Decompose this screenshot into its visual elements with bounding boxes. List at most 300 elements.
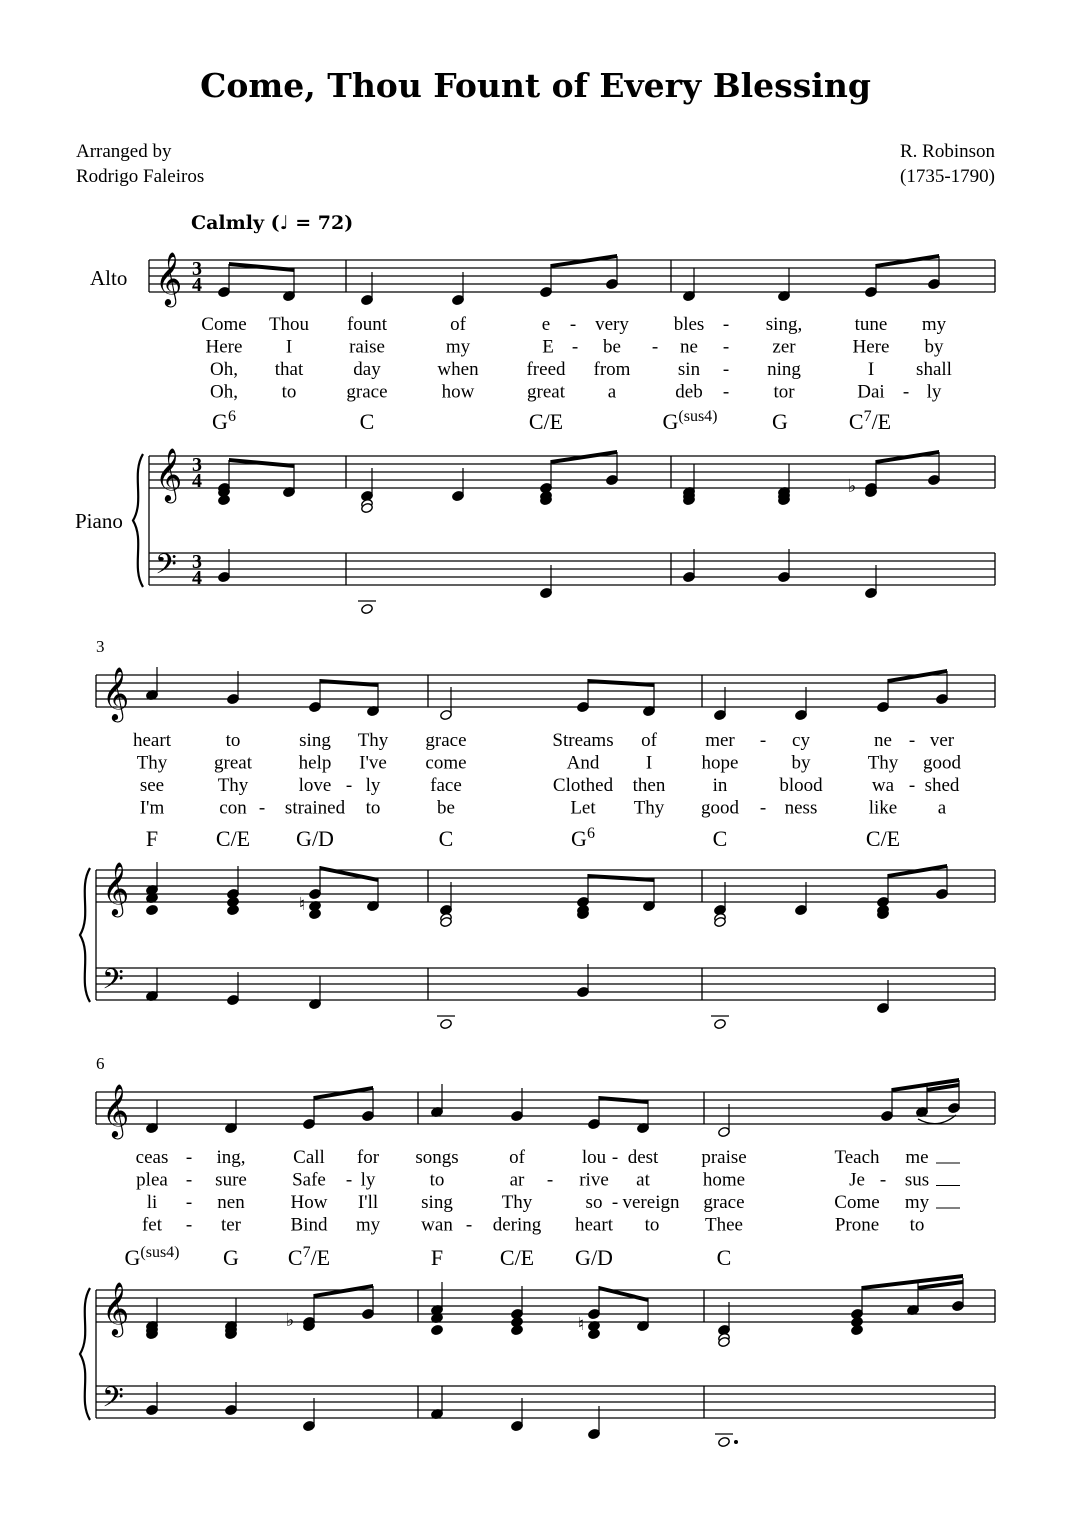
note (218, 264, 231, 298)
beam (876, 254, 939, 268)
chord-symbol: G/D (296, 826, 334, 851)
lyric-syllable: - (908, 730, 916, 751)
lyric-syllable: freed (526, 359, 566, 380)
chord-symbol: $G^{(sus4)}$ (124, 1244, 180, 1270)
lyric-syllable: grace (346, 381, 388, 403)
lyric-syllable: And (566, 752, 600, 774)
note (146, 1382, 159, 1416)
lyric-syllable: Bind (290, 1214, 328, 1236)
chord-symbol: $C^7/E$ (848, 408, 892, 434)
lyric-syllable: grace (703, 1192, 745, 1213)
lyric-syllable: at (636, 1169, 650, 1191)
lyric-syllable: praise (701, 1147, 747, 1168)
lyric-syllable: - (185, 1169, 193, 1191)
lyric-syllable: wa (871, 775, 895, 796)
note (431, 1386, 444, 1420)
note (795, 687, 808, 721)
lyric-syllable: - (722, 336, 730, 358)
measure-number-3: 3 (96, 637, 105, 656)
lyric-syllable: Thou (268, 314, 310, 335)
lyric-syllable: Teach (834, 1147, 880, 1168)
note (511, 1088, 524, 1122)
lyric-syllable: my (904, 1192, 930, 1213)
natural-accidental: ♮ (298, 894, 306, 914)
lyric-syllable: Come (834, 1192, 880, 1213)
note (795, 882, 808, 916)
notehead (431, 1324, 444, 1335)
note (227, 904, 240, 915)
beam (888, 669, 947, 683)
lyric-syllable: - (571, 336, 579, 358)
note (718, 1104, 731, 1138)
lyric-syllable: when (437, 359, 479, 380)
note (227, 972, 240, 1006)
lyric-syllable: for (356, 1147, 380, 1168)
lyric-syllable: Oh, (210, 359, 238, 380)
chord-symbol: $G^6$ (212, 408, 236, 434)
note (540, 460, 553, 494)
lyric-syllable: Je (849, 1169, 865, 1191)
note (778, 268, 791, 302)
note (431, 1324, 444, 1335)
lyric-syllable: very (595, 314, 629, 335)
note (303, 1398, 316, 1432)
note (225, 1100, 238, 1134)
lyric-syllable: Clothed (552, 775, 614, 796)
note (718, 1302, 731, 1336)
lyric-syllable: blood (779, 775, 823, 796)
lyric-syllable: nen (217, 1192, 245, 1213)
note (361, 272, 374, 306)
note (225, 1382, 238, 1416)
note (606, 452, 619, 486)
lyric-syllable: face (430, 775, 462, 796)
lyric-syllable: by (791, 752, 811, 774)
lyric-syllable: a (607, 381, 617, 403)
lyric-syllable: con (219, 797, 247, 819)
note (714, 687, 727, 721)
chord-symbol: $G^6$ (571, 825, 595, 851)
lyric-syllable: strained (284, 797, 346, 819)
lyric-syllable: - (258, 797, 266, 819)
note (227, 866, 240, 900)
note (881, 1088, 894, 1122)
lyric-syllable: tor (773, 381, 795, 403)
lyric-syllable: see (139, 775, 165, 796)
note (452, 468, 465, 502)
lyric-syllable: zer (772, 336, 796, 358)
lyric-syllable: my (921, 314, 947, 335)
lyric-syllable: that (274, 359, 304, 380)
lyric-syllable: great (527, 381, 565, 403)
lyric-syllable: day (353, 359, 381, 380)
beam (876, 450, 939, 464)
note (577, 679, 590, 713)
lyric-syllable: Come (201, 314, 247, 335)
lyric-syllable: a (937, 797, 947, 819)
lyric-syllable: Oh, (210, 381, 238, 403)
lyric-syllable: dest (627, 1147, 659, 1168)
lyric-syllable: shed (924, 775, 960, 796)
lyric-syllable: Safe (292, 1169, 326, 1191)
chord-symbol: C (359, 409, 375, 434)
lyric-syllable: ly (360, 1169, 376, 1191)
time-sig-numerator: 3 (192, 258, 202, 280)
lyric-syllable: from (593, 359, 631, 380)
chord-symbol: C (712, 826, 728, 851)
lyric-syllable: love (298, 775, 332, 796)
lyric-syllable: sin (677, 359, 701, 380)
lyric-syllable: ne (680, 336, 698, 358)
note (361, 468, 374, 502)
treble-clef-icon: 𝄞 (155, 253, 183, 304)
lyric-syllable: ing, (216, 1147, 246, 1168)
lyric-syllable: - (611, 1147, 619, 1168)
composer-dates: (1735-1790) (900, 166, 995, 187)
chord-symbol: $G^{(sus4)}$ (662, 408, 718, 434)
chord-symbol: G/D (575, 1245, 613, 1270)
lyric-syllable: of (509, 1147, 525, 1168)
note (511, 1286, 524, 1320)
treble-clef-icon: 𝄞 (102, 863, 130, 914)
lyric-syllable: Thy (136, 752, 168, 774)
note (511, 1324, 524, 1335)
chord-symbol: G (772, 409, 788, 434)
lyric-syllable: great (214, 752, 252, 774)
arranger-name: Rodrigo Faleiros (76, 166, 205, 187)
lyric-syllable: ne (874, 730, 892, 751)
note (637, 1298, 650, 1332)
bass-clef-icon: 𝄢 (102, 965, 124, 1002)
piano-brace (133, 454, 143, 587)
alto-staff (96, 1092, 995, 1124)
beam (888, 864, 947, 878)
lyric-syllable: - (185, 1147, 193, 1168)
note (928, 256, 941, 290)
lyric-syllable: Thy (357, 730, 389, 751)
lyric-syllable: deb (675, 381, 703, 403)
note (146, 862, 159, 896)
lyric-syllable: so (585, 1192, 603, 1213)
dot (734, 1440, 738, 1444)
lyric-syllable: - (651, 336, 659, 358)
lyric-syllable: like (868, 797, 898, 819)
lyric-syllable: I (867, 359, 875, 380)
beam (588, 679, 654, 687)
time-sig-denominator: 4 (192, 274, 202, 296)
lyric-syllable: Streams (552, 730, 614, 751)
note (309, 908, 322, 919)
note (928, 452, 941, 486)
lyric-syllable: E (542, 336, 554, 358)
lyric-syllable: - (569, 314, 577, 335)
note (367, 878, 380, 912)
notehead (851, 1324, 864, 1335)
lyric-syllable: ceas (135, 1147, 169, 1168)
notehead (227, 904, 240, 915)
lyric-syllable: home (702, 1169, 746, 1191)
piano-bass-staff (96, 968, 995, 1000)
lyric-syllable: - (546, 1169, 554, 1191)
note (146, 968, 159, 1002)
note (218, 549, 231, 583)
note (511, 1398, 524, 1432)
notehead (511, 1324, 524, 1335)
lyric-syllable: - (759, 730, 767, 751)
lyric-syllable: Thy (633, 797, 665, 819)
lyric-syllable: mer (705, 730, 735, 751)
time-sig-denominator: 4 (192, 567, 202, 589)
lyric-syllable: I've (359, 752, 387, 774)
lyric-syllable: ness (784, 797, 818, 819)
lyric-syllable: - (345, 1169, 353, 1191)
lyric-syllable: then (632, 775, 666, 796)
lyric-syllable: my (355, 1214, 381, 1236)
piano-brace (80, 1288, 90, 1420)
note (283, 268, 296, 302)
beam (314, 1284, 373, 1298)
note (714, 1018, 727, 1029)
lyric-syllable: raise (349, 336, 385, 358)
lyric-syllable: to (429, 1169, 445, 1191)
time-sig-numerator: 3 (192, 551, 202, 573)
lyric-syllable: shall (916, 359, 952, 380)
time-sig-numerator: 3 (192, 454, 202, 476)
lyric-syllable: heart (133, 730, 171, 751)
lyric-syllable: - (611, 1192, 619, 1213)
note (851, 1324, 864, 1335)
lyric-syllable: sing, (765, 314, 803, 335)
lyric-syllable: good (701, 797, 739, 819)
bass-clef-icon: 𝄢 (102, 1383, 124, 1420)
note (588, 1328, 601, 1339)
piano-label: Piano (75, 509, 123, 533)
lyric-syllable: hope (701, 752, 739, 774)
lyric-syllable: to (365, 797, 381, 819)
lyric-syllable: to (909, 1214, 925, 1236)
notehead (309, 908, 322, 919)
note (683, 549, 696, 583)
notehead (588, 1328, 601, 1339)
lyric-syllable: wan (421, 1214, 453, 1236)
lyric-syllable: - (722, 381, 730, 403)
lyric-syllable: be (437, 797, 455, 819)
chord-symbol: C (438, 826, 454, 851)
note (452, 272, 465, 306)
flat-accidental: ♭ (285, 1310, 295, 1330)
chord-symbol: C/E (865, 826, 901, 851)
note (309, 976, 322, 1010)
lyric-syllable: ver (929, 730, 955, 751)
tempo-text: Calmly (191, 212, 265, 234)
note (440, 687, 453, 721)
lyric-syllable: to (225, 730, 241, 751)
lyric-syllable: - (759, 797, 767, 819)
lyric-syllable: Here (852, 336, 890, 358)
note (907, 1282, 920, 1316)
beam (320, 679, 378, 687)
note (146, 904, 159, 915)
note (362, 1088, 375, 1122)
lyric-syllable: fount (346, 314, 388, 335)
tempo-marking: Calmly (♩ = 72) (191, 212, 354, 234)
note (916, 1084, 929, 1118)
note (683, 268, 696, 302)
note (309, 679, 322, 713)
lyric-syllable: tune (854, 314, 888, 335)
lyric-syllable: my (445, 336, 471, 358)
lyric-syllable: sing (421, 1192, 453, 1213)
flat-accidental: ♭ (847, 476, 857, 496)
note (431, 1084, 444, 1118)
beam (588, 874, 654, 882)
lyric-syllable: sing (299, 730, 331, 751)
note (361, 603, 374, 614)
lyric-syllable: Here (205, 336, 243, 358)
lyric-syllable: ar (509, 1169, 525, 1191)
lyric-syllable: of (641, 730, 657, 751)
lyric-syllable: Thy (217, 775, 249, 796)
lyric-syllable: dering (492, 1214, 542, 1236)
lyric-syllable: How (290, 1192, 328, 1213)
chord-symbol: F (145, 826, 159, 851)
lyric-syllable: - (345, 775, 353, 796)
lyric-syllable: Thy (501, 1192, 533, 1213)
lyric-syllable: heart (575, 1214, 613, 1236)
lyric-syllable: be (603, 336, 621, 358)
composer-name: R. Robinson (899, 141, 995, 162)
notehead (718, 1436, 731, 1447)
note (877, 874, 890, 908)
note (367, 683, 380, 717)
lyric-syllable: help (298, 752, 332, 774)
lyric-syllable: me (905, 1147, 929, 1168)
note (877, 980, 890, 1014)
time-sig-denominator: 4 (192, 470, 202, 492)
note (718, 1436, 731, 1447)
voice-label: Alto (90, 266, 128, 290)
note (227, 671, 240, 705)
lyric-syllable: li (146, 1192, 158, 1213)
lyric-syllable: Let (570, 797, 596, 819)
lyric-syllable: good (923, 752, 961, 774)
chord-symbol: G (223, 1245, 239, 1270)
note (865, 264, 878, 298)
lyric-syllable: I (285, 336, 293, 358)
beam (229, 458, 294, 468)
lyric-syllable: I'm (139, 797, 165, 819)
measure-number-6: 6 (96, 1054, 105, 1073)
lyric-syllable: - (908, 775, 916, 796)
lyric-syllable: Prone (834, 1214, 880, 1236)
note (440, 1018, 453, 1029)
beam (320, 866, 378, 882)
chord-symbol: $C^7/E$ (287, 1244, 331, 1270)
lyric-syllable: Dai (857, 381, 885, 403)
lyric-syllable: ly (926, 381, 942, 403)
lyric-syllable: by (924, 336, 944, 358)
note (778, 549, 791, 583)
beam (862, 1274, 963, 1290)
lyric-syllable: sure (215, 1169, 247, 1191)
lyric-syllable: - (722, 359, 730, 380)
chord-symbol: C (716, 1245, 732, 1270)
page-title: Come, Thou Fount of Every Blessing (200, 66, 871, 105)
note (540, 264, 553, 298)
note (936, 866, 949, 900)
quarter-note-icon: ♩ (279, 212, 289, 234)
note (606, 256, 619, 290)
note (283, 464, 296, 498)
note (851, 1286, 864, 1320)
beam (599, 1286, 648, 1302)
note (146, 1100, 159, 1134)
note (146, 667, 159, 701)
note (431, 1282, 444, 1316)
beam (229, 262, 294, 272)
treble-clef-icon: 𝄞 (155, 449, 183, 500)
lyric-syllable: ning (767, 359, 801, 380)
natural-accidental: ♮ (577, 1314, 585, 1334)
lyric-syllable: ly (365, 775, 381, 796)
lyric-syllable: come (425, 752, 467, 774)
lyric-syllable: songs (415, 1147, 459, 1168)
treble-clef-icon: 𝄞 (102, 1283, 130, 1334)
note (218, 494, 231, 505)
lyric-syllable: - (185, 1214, 193, 1236)
note (362, 1286, 375, 1320)
lyric-syllable: Thy (867, 752, 899, 774)
lyric-syllable: cy (792, 730, 810, 751)
note (714, 882, 727, 916)
notehead (218, 494, 231, 505)
note (877, 679, 890, 713)
lyric-syllable: lou (581, 1147, 607, 1168)
lyric-syllable: - (902, 381, 910, 403)
note (637, 1100, 650, 1134)
arranger-label: Arranged by (76, 141, 172, 162)
notehead (146, 904, 159, 915)
notehead (714, 1018, 727, 1029)
lyric-syllable: vereign (622, 1192, 680, 1213)
piano-brace (80, 868, 90, 1002)
piano-bass-staff (149, 553, 995, 585)
chord-symbol: F (430, 1245, 444, 1270)
lyric-syllable: - (722, 314, 730, 335)
note (440, 882, 453, 916)
notehead (361, 603, 374, 614)
note (540, 565, 553, 599)
treble-clef-icon: 𝄞 (102, 1085, 130, 1136)
bass-clef-icon: 𝄢 (155, 550, 177, 587)
note (588, 1286, 601, 1320)
lyric-syllable: - (465, 1214, 473, 1236)
beam (314, 1086, 373, 1100)
lyric-syllable: grace (425, 730, 467, 751)
lyric-syllable: to (281, 381, 297, 403)
beam (599, 1096, 648, 1104)
beam (551, 450, 617, 464)
lyric-syllable: Call (293, 1147, 325, 1168)
lyric-syllable: Thee (705, 1214, 743, 1236)
note (588, 1406, 601, 1440)
beam (551, 254, 617, 268)
note (643, 878, 656, 912)
lyric-syllable: of (450, 314, 466, 335)
note (643, 683, 656, 717)
note (577, 964, 590, 998)
treble-clef-icon: 𝄞 (102, 668, 130, 719)
